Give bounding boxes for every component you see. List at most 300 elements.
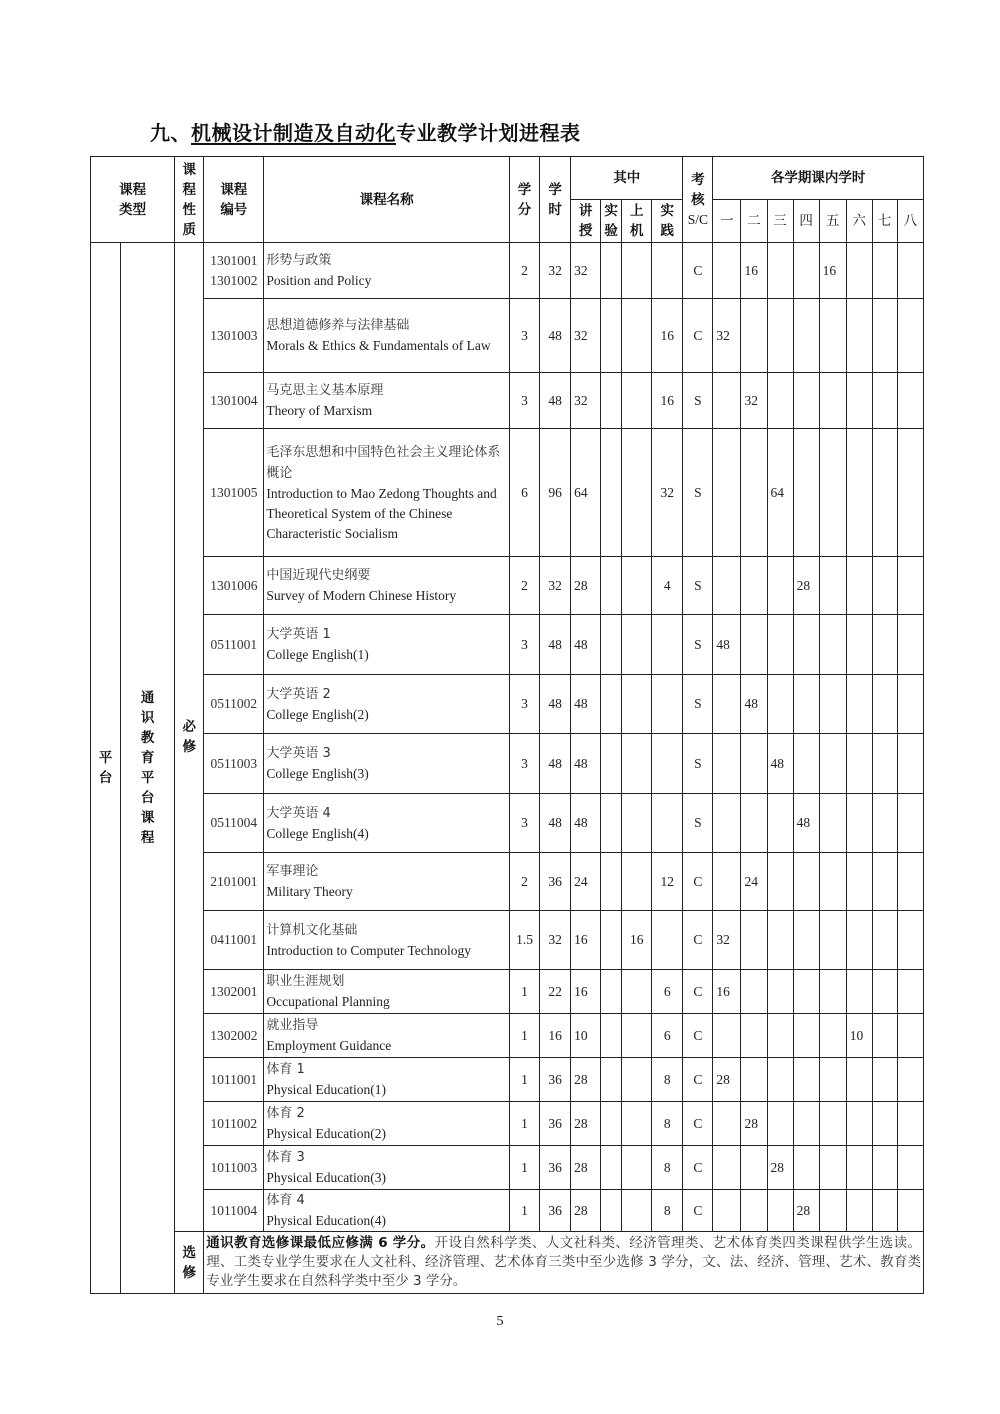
semester-3-cell: 28 xyxy=(767,1146,793,1190)
semester-8-cell xyxy=(897,373,923,429)
semester-4-cell xyxy=(793,675,819,734)
semester-1-cell xyxy=(713,794,741,853)
elective-label: 选 修 xyxy=(175,1232,204,1294)
course-name-cn: 形势与政策 xyxy=(266,253,332,268)
practice-cell: 6 xyxy=(652,970,683,1014)
header-semester-1: 一 xyxy=(713,200,741,243)
credits-cell: 1.5 xyxy=(509,911,539,970)
practice-cell: 32 xyxy=(652,429,683,557)
semester-6-cell xyxy=(846,675,872,734)
course-code: 1302002 xyxy=(204,1014,264,1058)
exam-cell: C xyxy=(683,1102,713,1146)
semester-1-cell: 32 xyxy=(713,911,741,970)
semester-5-cell xyxy=(819,373,846,429)
semester-5-cell xyxy=(819,1190,846,1232)
computer-cell xyxy=(622,1014,652,1058)
semester-2-cell: 24 xyxy=(741,853,767,911)
course-name xyxy=(264,429,510,557)
credits-cell: 3 xyxy=(509,373,539,429)
semester-4-cell xyxy=(793,1058,819,1102)
semester-7-cell xyxy=(872,373,897,429)
course-code: 1301003 xyxy=(204,299,264,373)
experiment-cell xyxy=(601,794,622,853)
semester-1-cell xyxy=(713,243,741,299)
experiment-cell xyxy=(601,1102,622,1146)
header-semester-hours: 各学期课内学时 xyxy=(713,157,924,200)
semester-1-cell: 48 xyxy=(713,615,741,675)
table-row xyxy=(91,734,924,794)
exam-cell: C xyxy=(683,1058,713,1102)
course-code: 1011003 xyxy=(204,1146,264,1190)
course-name xyxy=(264,1102,510,1146)
semester-7-cell xyxy=(872,911,897,970)
course-name xyxy=(264,853,510,911)
course-name-en: Physical Education(1) xyxy=(266,1082,386,1097)
semester-4-cell xyxy=(793,970,819,1014)
semester-7-cell xyxy=(872,243,897,299)
semester-7-cell xyxy=(872,794,897,853)
semester-3-cell xyxy=(767,243,793,299)
course-name-cn: 大学英语 4 xyxy=(266,805,331,821)
semester-8-cell xyxy=(897,853,923,911)
header-row-1 xyxy=(91,157,924,200)
semester-2-cell xyxy=(741,794,767,853)
semester-7-cell xyxy=(872,1102,897,1146)
semester-3-cell xyxy=(767,1102,793,1146)
table-row xyxy=(91,1058,924,1102)
lecture-cell: 28 xyxy=(571,1190,601,1232)
practice-cell xyxy=(652,615,683,675)
computer-cell xyxy=(622,429,652,557)
semester-4-cell xyxy=(793,911,819,970)
credits-cell: 3 xyxy=(509,615,539,675)
practice-cell: 16 xyxy=(652,373,683,429)
semester-6-cell xyxy=(846,299,872,373)
hours-cell: 48 xyxy=(540,794,571,853)
semester-8-cell xyxy=(897,734,923,794)
course-name-cn: 大学英语 1 xyxy=(266,627,331,642)
semester-5-cell xyxy=(819,794,846,853)
exam-cell: S xyxy=(683,557,713,615)
semester-6-cell xyxy=(846,557,872,615)
semester-1-cell xyxy=(713,853,741,911)
practice-cell xyxy=(652,243,683,299)
semester-7-cell xyxy=(872,1014,897,1058)
course-name-en: Theory of Marxism xyxy=(266,403,373,418)
course-name-en: Employment Guidance xyxy=(266,1038,392,1053)
semester-1-cell: 28 xyxy=(713,1058,741,1102)
course-name-en: Introduction to Computer Technology xyxy=(266,942,472,958)
semester-1-cell xyxy=(713,429,741,557)
course-name xyxy=(264,243,510,299)
hours-cell: 48 xyxy=(540,299,571,373)
experiment-cell xyxy=(601,243,622,299)
semester-6-cell xyxy=(846,853,872,911)
semester-2-cell xyxy=(741,1190,767,1232)
header-semester-4: 四 xyxy=(793,200,819,243)
semester-5-cell xyxy=(819,911,846,970)
semester-7-cell xyxy=(872,429,897,557)
elective-row xyxy=(91,1232,924,1294)
semester-5-cell xyxy=(819,299,846,373)
semester-4-cell xyxy=(793,615,819,675)
elective-note-bold: 通识教育选修课最低应修满 6 学分。 xyxy=(206,1235,435,1251)
course-code: 0511002 xyxy=(204,675,264,734)
semester-2-cell xyxy=(741,970,767,1014)
title-major: 机械设计制造及自动化 xyxy=(191,121,396,145)
course-name-en: Military Theory xyxy=(266,884,353,899)
header-exam: 考 核 S/C xyxy=(683,157,713,243)
experiment-cell xyxy=(601,1014,622,1058)
semester-6-cell xyxy=(846,243,872,299)
table-row xyxy=(91,615,924,675)
credits-cell: 3 xyxy=(509,794,539,853)
semester-3-cell xyxy=(767,1014,793,1058)
computer-cell xyxy=(622,299,652,373)
credits-cell: 2 xyxy=(509,853,539,911)
computer-cell xyxy=(622,970,652,1014)
table-row xyxy=(91,911,924,970)
header-experiment: 实 验 xyxy=(601,200,622,243)
practice-cell xyxy=(652,675,683,734)
hours-cell: 48 xyxy=(540,675,571,734)
semester-2-cell xyxy=(741,299,767,373)
course-code: 0511004 xyxy=(204,794,264,853)
course-name-en: College English(1) xyxy=(266,647,369,662)
semester-3-cell xyxy=(767,1058,793,1102)
course-name-cn: 体育 4 xyxy=(266,1193,305,1208)
credits-cell: 1 xyxy=(509,1102,539,1146)
hours-cell: 96 xyxy=(540,429,571,557)
semester-8-cell xyxy=(897,299,923,373)
header-computer: 上 机 xyxy=(622,200,652,243)
credits-cell: 6 xyxy=(509,429,539,557)
lecture-cell: 28 xyxy=(571,1058,601,1102)
course-code: 0511001 xyxy=(204,615,264,675)
exam-cell: S xyxy=(683,615,713,675)
course-name-cn: 马克思主义基本原理 xyxy=(266,383,384,398)
course-name-cn: 军事理论 xyxy=(266,864,319,879)
semester-7-cell xyxy=(872,615,897,675)
semester-7-cell xyxy=(872,675,897,734)
course-name-en: Physical Education(4) xyxy=(266,1213,386,1228)
exam-cell: S xyxy=(683,734,713,794)
semester-8-cell xyxy=(897,557,923,615)
table-row xyxy=(91,675,924,734)
practice-cell: 8 xyxy=(652,1102,683,1146)
semester-7-cell xyxy=(872,970,897,1014)
computer-cell xyxy=(622,1190,652,1232)
experiment-cell xyxy=(601,1058,622,1102)
experiment-cell xyxy=(601,970,622,1014)
table-row xyxy=(91,1102,924,1146)
semester-5-cell xyxy=(819,675,846,734)
course-code: 1301005 xyxy=(204,429,264,557)
lecture-cell: 16 xyxy=(571,970,601,1014)
exam-cell: C xyxy=(683,853,713,911)
experiment-cell xyxy=(601,853,622,911)
course-name-cn: 就业指导 xyxy=(266,1018,319,1033)
table-row xyxy=(91,429,924,557)
semester-8-cell xyxy=(897,615,923,675)
semester-4-cell xyxy=(793,299,819,373)
semester-3-cell xyxy=(767,299,793,373)
semester-2-cell: 32 xyxy=(741,373,767,429)
course-code: 1011004 xyxy=(204,1190,264,1232)
table-row xyxy=(91,373,924,429)
semester-4-cell xyxy=(793,1146,819,1190)
computer-cell xyxy=(622,1102,652,1146)
practice-cell: 6 xyxy=(652,1014,683,1058)
semester-8-cell xyxy=(897,794,923,853)
course-code: 1011002 xyxy=(204,1102,264,1146)
hours-cell: 36 xyxy=(540,1058,571,1102)
semester-3-cell xyxy=(767,1190,793,1232)
exam-cell: C xyxy=(683,1146,713,1190)
semester-7-cell xyxy=(872,734,897,794)
semester-6-cell xyxy=(846,911,872,970)
semester-5-cell xyxy=(819,1146,846,1190)
table-row xyxy=(91,1146,924,1190)
course-code: 0411001 xyxy=(204,911,264,970)
semester-2-cell xyxy=(741,615,767,675)
exam-cell: S xyxy=(683,794,713,853)
lecture-cell: 28 xyxy=(571,557,601,615)
page-title xyxy=(150,117,581,146)
course-name xyxy=(264,911,510,970)
semester-7-cell xyxy=(872,557,897,615)
exam-cell: S xyxy=(683,675,713,734)
hours-cell: 32 xyxy=(540,911,571,970)
semester-8-cell xyxy=(897,243,923,299)
course-name-en: Introduction to Mao Zedong Thoughts and Theoretical System of the Chinese Characteristic Socialism xyxy=(266,485,497,541)
lecture-cell: 16 xyxy=(571,911,601,970)
semester-4-cell xyxy=(793,853,819,911)
semester-7-cell xyxy=(872,1146,897,1190)
experiment-cell xyxy=(601,615,622,675)
practice-cell: 8 xyxy=(652,1058,683,1102)
course-name-cn: 体育 2 xyxy=(266,1106,305,1121)
course-name-en: College English(3) xyxy=(266,766,369,781)
general-education-label: 通 识 教 育 平 台 课 程 xyxy=(121,243,175,1294)
semester-7-cell xyxy=(872,1058,897,1102)
table-row xyxy=(91,557,924,615)
semester-8-cell xyxy=(897,970,923,1014)
semester-7-cell xyxy=(872,299,897,373)
semester-6-cell xyxy=(846,970,872,1014)
semester-6-cell xyxy=(846,794,872,853)
semester-2-cell: 28 xyxy=(741,1102,767,1146)
semester-4-cell xyxy=(793,429,819,557)
course-name-en: College English(4) xyxy=(266,825,369,841)
semester-4-cell xyxy=(793,1014,819,1058)
lecture-cell: 48 xyxy=(571,734,601,794)
course-name-cn: 职业生涯规划 xyxy=(266,974,345,989)
semester-1-cell xyxy=(713,1146,741,1190)
lecture-cell: 32 xyxy=(571,299,601,373)
experiment-cell xyxy=(601,1146,622,1190)
header-course-nature: 课 程 性 质 xyxy=(175,157,204,243)
semester-4-cell: 28 xyxy=(793,557,819,615)
header-semester-5: 五 xyxy=(819,200,846,243)
header-semester-6: 六 xyxy=(846,200,872,243)
lecture-cell: 48 xyxy=(571,675,601,734)
semester-4-cell xyxy=(793,373,819,429)
semester-5-cell xyxy=(819,853,846,911)
semester-3-cell xyxy=(767,373,793,429)
course-name-cn: 计算机文化基础 xyxy=(266,922,358,938)
table-row xyxy=(91,1190,924,1232)
computer-cell xyxy=(622,373,652,429)
semester-2-cell xyxy=(741,911,767,970)
experiment-cell xyxy=(601,557,622,615)
lecture-cell: 64 xyxy=(571,429,601,557)
semester-3-cell xyxy=(767,675,793,734)
semester-6-cell xyxy=(846,615,872,675)
course-code: 1301004 xyxy=(204,373,264,429)
header-credits: 学 分 xyxy=(509,157,539,243)
semester-5-cell xyxy=(819,557,846,615)
hours-cell: 32 xyxy=(540,557,571,615)
course-code: 0511003 xyxy=(204,734,264,794)
experiment-cell xyxy=(601,911,622,970)
course-name-cn: 中国近现代史纲要 xyxy=(266,568,371,583)
course-name xyxy=(264,1146,510,1190)
exam-cell: C xyxy=(683,1014,713,1058)
hours-cell: 48 xyxy=(540,615,571,675)
experiment-cell xyxy=(601,373,622,429)
semester-4-cell xyxy=(793,1102,819,1146)
lecture-cell: 32 xyxy=(571,243,601,299)
semester-3-cell xyxy=(767,853,793,911)
credits-cell: 2 xyxy=(509,557,539,615)
semester-4-cell: 28 xyxy=(793,1190,819,1232)
semester-5-cell xyxy=(819,1014,846,1058)
course-name-en: Physical Education(2) xyxy=(266,1126,386,1141)
table-row xyxy=(91,299,924,373)
semester-6-cell xyxy=(846,429,872,557)
semester-4-cell xyxy=(793,243,819,299)
semester-2-cell xyxy=(741,429,767,557)
semester-4-cell: 48 xyxy=(793,794,819,853)
semester-5-cell: 16 xyxy=(819,243,846,299)
practice-cell xyxy=(652,734,683,794)
course-code: 1011001 xyxy=(204,1058,264,1102)
table-row xyxy=(91,853,924,911)
semester-2-cell xyxy=(741,734,767,794)
computer-cell xyxy=(622,557,652,615)
hours-cell: 36 xyxy=(540,1190,571,1232)
semester-8-cell xyxy=(897,1058,923,1102)
practice-cell: 16 xyxy=(652,299,683,373)
exam-cell: C xyxy=(683,299,713,373)
computer-cell xyxy=(622,615,652,675)
credits-cell: 1 xyxy=(509,1058,539,1102)
lecture-cell: 28 xyxy=(571,1102,601,1146)
semester-2-cell xyxy=(741,1058,767,1102)
hours-cell: 16 xyxy=(540,1014,571,1058)
computer-cell xyxy=(622,1058,652,1102)
exam-cell: S xyxy=(683,373,713,429)
header-semester-8: 八 xyxy=(897,200,923,243)
semester-5-cell xyxy=(819,615,846,675)
course-name-en: Survey of Modern Chinese History xyxy=(266,588,457,603)
semester-3-cell xyxy=(767,794,793,853)
semester-6-cell xyxy=(846,1058,872,1102)
practice-cell: 8 xyxy=(652,1146,683,1190)
computer-cell xyxy=(622,243,652,299)
practice-cell: 12 xyxy=(652,853,683,911)
required-label: 必 修 xyxy=(175,243,204,1232)
course-code: 1301001 1301002 xyxy=(204,243,264,299)
credits-cell: 3 xyxy=(509,299,539,373)
practice-cell xyxy=(652,794,683,853)
practice-cell: 8 xyxy=(652,1190,683,1232)
computer-cell: 16 xyxy=(622,911,652,970)
semester-3-cell xyxy=(767,911,793,970)
course-name xyxy=(264,1058,510,1102)
semester-1-cell xyxy=(713,1014,741,1058)
course-name xyxy=(264,373,510,429)
semester-6-cell: 10 xyxy=(846,1014,872,1058)
lecture-cell: 32 xyxy=(571,373,601,429)
header-semester-3: 三 xyxy=(767,200,793,243)
course-name xyxy=(264,734,510,794)
semester-6-cell xyxy=(846,734,872,794)
semester-1-cell xyxy=(713,1102,741,1146)
course-code: 2101001 xyxy=(204,853,264,911)
credits-cell: 3 xyxy=(509,734,539,794)
header-semester-2: 二 xyxy=(741,200,767,243)
experiment-cell xyxy=(601,1190,622,1232)
header-course-code: 课程 编号 xyxy=(204,157,264,243)
semester-3-cell: 48 xyxy=(767,734,793,794)
lecture-cell: 10 xyxy=(571,1014,601,1058)
semester-5-cell xyxy=(819,734,846,794)
title-prefix: 九、 xyxy=(150,121,191,145)
hours-cell: 36 xyxy=(540,1102,571,1146)
semester-5-cell xyxy=(819,970,846,1014)
teaching-plan-table xyxy=(90,156,924,1294)
title-suffix: 专业教学计划进程表 xyxy=(396,121,581,145)
semester-6-cell xyxy=(846,1190,872,1232)
header-hours: 学 时 xyxy=(540,157,571,243)
course-name-en: Morals & Ethics & Fundamentals of Law xyxy=(266,338,491,353)
semester-3-cell xyxy=(767,557,793,615)
semester-2-cell xyxy=(741,557,767,615)
computer-cell xyxy=(622,853,652,911)
course-name-cn: 毛泽东思想和中国特色社会主义理论体系概论 xyxy=(266,444,501,481)
semester-8-cell xyxy=(897,429,923,557)
hours-cell: 48 xyxy=(540,734,571,794)
credits-cell: 2 xyxy=(509,243,539,299)
table-row xyxy=(91,243,924,299)
exam-cell: C xyxy=(683,243,713,299)
semester-5-cell xyxy=(819,1058,846,1102)
lecture-cell: 48 xyxy=(571,794,601,853)
lecture-cell: 28 xyxy=(571,1146,601,1190)
hours-cell: 32 xyxy=(540,243,571,299)
semester-2-cell xyxy=(741,1014,767,1058)
platform-label: 平 台 xyxy=(91,243,121,1294)
table-row xyxy=(91,970,924,1014)
course-name-cn: 大学英语 3 xyxy=(266,746,331,761)
credits-cell: 1 xyxy=(509,1190,539,1232)
lecture-cell: 48 xyxy=(571,615,601,675)
credits-cell: 3 xyxy=(509,675,539,734)
semester-6-cell xyxy=(846,1102,872,1146)
credits-cell: 1 xyxy=(509,1146,539,1190)
